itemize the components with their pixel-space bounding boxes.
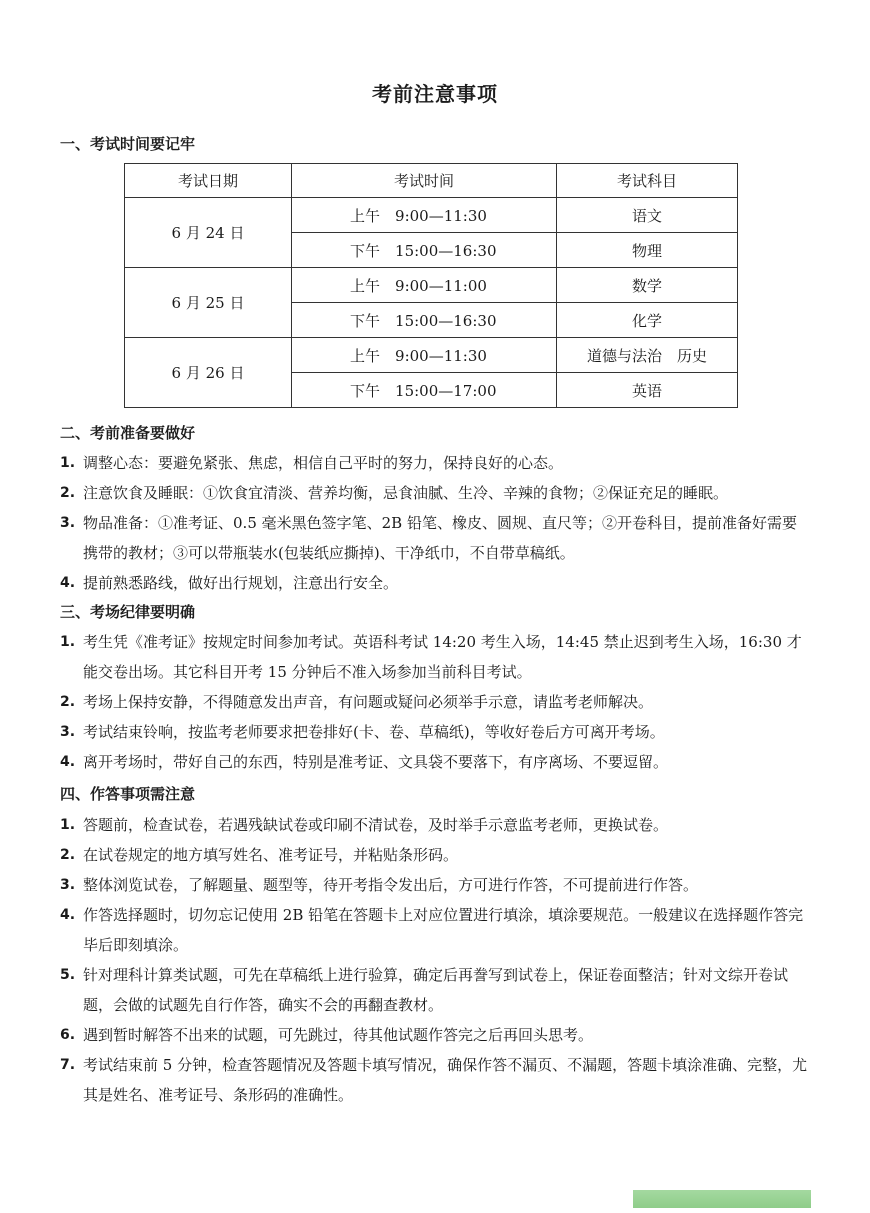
list-item (60, 448, 810, 478)
exam-date: 6 月 25 日 (125, 268, 292, 338)
section-1-heading: 一、考试时间要记牢 (60, 135, 196, 153)
table-row (125, 338, 738, 373)
list-item (60, 900, 810, 960)
exam-subject: 数学 (556, 268, 737, 303)
list-item (60, 568, 810, 598)
item-number: 2. (60, 847, 76, 863)
item-text: 整体浏览试卷，了解题量、题型等，待开考指令发出后，方可进行作答，不可提前进行作答。 (83, 876, 699, 894)
exam-time: 上午 9:00—11:30 (292, 198, 557, 233)
exam-date: 6 月 26 日 (125, 338, 292, 408)
item-number: 1. (60, 817, 76, 833)
header-time: 考试时间 (292, 164, 557, 198)
exam-subject: 化学 (556, 303, 737, 338)
decorative-green-bar (633, 1190, 811, 1208)
section-3-list (60, 627, 810, 777)
page-title: 考前注意事项 (372, 82, 498, 106)
exam-subject: 语文 (556, 198, 737, 233)
item-text: 针对理科计算类试题，可先在草稿纸上进行验算，确定后再誊写到试卷上，保证卷面整洁；针对文综开卷试题，会做的试题先自行作答，确实不会的再翻查教材。 (83, 966, 789, 1014)
section-4-heading: 四、作答事项需注意 (60, 785, 196, 803)
list-item (60, 747, 810, 777)
item-number: 1. (60, 634, 76, 650)
exam-subject: 道德与法治 历史 (556, 338, 737, 373)
list-item (60, 1020, 810, 1050)
section-2-list (60, 448, 810, 598)
exam-date: 6 月 24 日 (125, 198, 292, 268)
item-number: 4. (60, 754, 76, 770)
item-number: 3. (60, 515, 76, 531)
item-number: 4. (60, 575, 76, 591)
item-number: 5. (60, 967, 76, 983)
item-number: 4. (60, 907, 76, 923)
exam-time: 下午 15:00—16:30 (292, 303, 557, 338)
header-date: 考试日期 (125, 164, 292, 198)
item-text: 调整心态：要避免紧张、焦虑，相信自己平时的努力，保持良好的心态。 (83, 454, 564, 472)
item-text: 考场上保持安静，不得随意发出声音，有问题或疑问必须举手示意，请监考老师解决。 (83, 693, 654, 711)
item-text: 考试结束前 5 分钟，检查答题情况及答题卡填写情况，确保作答不漏页、不漏题，答题卡填涂准确、完整，尤其是姓名、准考证号、条形码的准确性。 (83, 1056, 808, 1104)
table-row (125, 198, 738, 233)
item-number: 6. (60, 1027, 76, 1043)
list-item (60, 870, 810, 900)
exam-subject: 物理 (556, 233, 737, 268)
list-item (60, 508, 810, 568)
exam-time: 上午 9:00—11:00 (292, 268, 557, 303)
item-text: 离开考场时，带好自己的东西，特别是准考证、文具袋不要落下，有序离场、不要逗留。 (83, 753, 669, 771)
section-2-heading: 二、考前准备要做好 (60, 424, 196, 442)
item-text: 答题前，检查试卷，若遇残缺试卷或印刷不清试卷，及时举手示意监考老师，更换试卷。 (83, 816, 669, 834)
item-number: 1. (60, 455, 76, 471)
item-text: 考生凭《准考证》按规定时间参加考试。英语科考试 14:20 考生入场，14:45 禁止迟到考生入场，16:30 才能交卷出场。其它科目开考 15 分钟后不准入场参加当前科目考试。 (83, 633, 802, 681)
exam-subject: 英语 (556, 373, 737, 408)
item-text: 在试卷规定的地方填写姓名、准考证号，并粘贴条形码。 (83, 846, 459, 864)
item-text: 物品准备：①准考证、0.5 毫米黑色签字笔、2B 铅笔、橡皮、圆规、直尺等；②开卷科目，提前准备好需要携带的教材；③可以带瓶装水(包装纸应撕掉)、干净纸巾，不自带草稿纸。 (83, 514, 797, 562)
item-text: 作答选择题时，切勿忘记使用 2B 铅笔在答题卡上对应位置进行填涂，填涂要规范。一般建议在选择题作答完毕后即刻填涂。 (83, 906, 804, 954)
list-item (60, 810, 810, 840)
list-item (60, 687, 810, 717)
exam-time: 下午 15:00—17:00 (292, 373, 557, 408)
item-number: 3. (60, 724, 76, 740)
item-number: 3. (60, 877, 76, 893)
list-item (60, 840, 810, 870)
header-subject: 考试科目 (556, 164, 737, 198)
exam-time: 上午 9:00—11:30 (292, 338, 557, 373)
table-header-row (125, 164, 738, 198)
item-text: 考试结束铃响，按监考老师要求把卷排好(卡、卷、草稿纸)，等收好卷后方可离开考场。 (83, 723, 665, 741)
exam-time: 下午 15:00—16:30 (292, 233, 557, 268)
item-number: 7. (60, 1057, 76, 1073)
exam-schedule-table (124, 163, 738, 408)
section-3-heading: 三、考场纪律要明确 (60, 603, 196, 621)
item-text: 注意饮食及睡眠：①饮食宜清淡、营养均衡，忌食油腻、生冷、辛辣的食物；②保证充足的睡眠。 (83, 484, 729, 502)
list-item (60, 717, 810, 747)
item-number: 2. (60, 694, 76, 710)
list-item (60, 627, 810, 687)
item-text: 提前熟悉路线，做好出行规划，注意出行安全。 (83, 574, 399, 592)
list-item (60, 960, 810, 1020)
section-4-list (60, 810, 810, 1110)
table-row (125, 268, 738, 303)
item-number: 2. (60, 485, 76, 501)
item-text: 遇到暂时解答不出来的试题，可先跳过，待其他试题作答完之后再回头思考。 (83, 1026, 594, 1044)
list-item (60, 1050, 810, 1110)
list-item (60, 478, 810, 508)
